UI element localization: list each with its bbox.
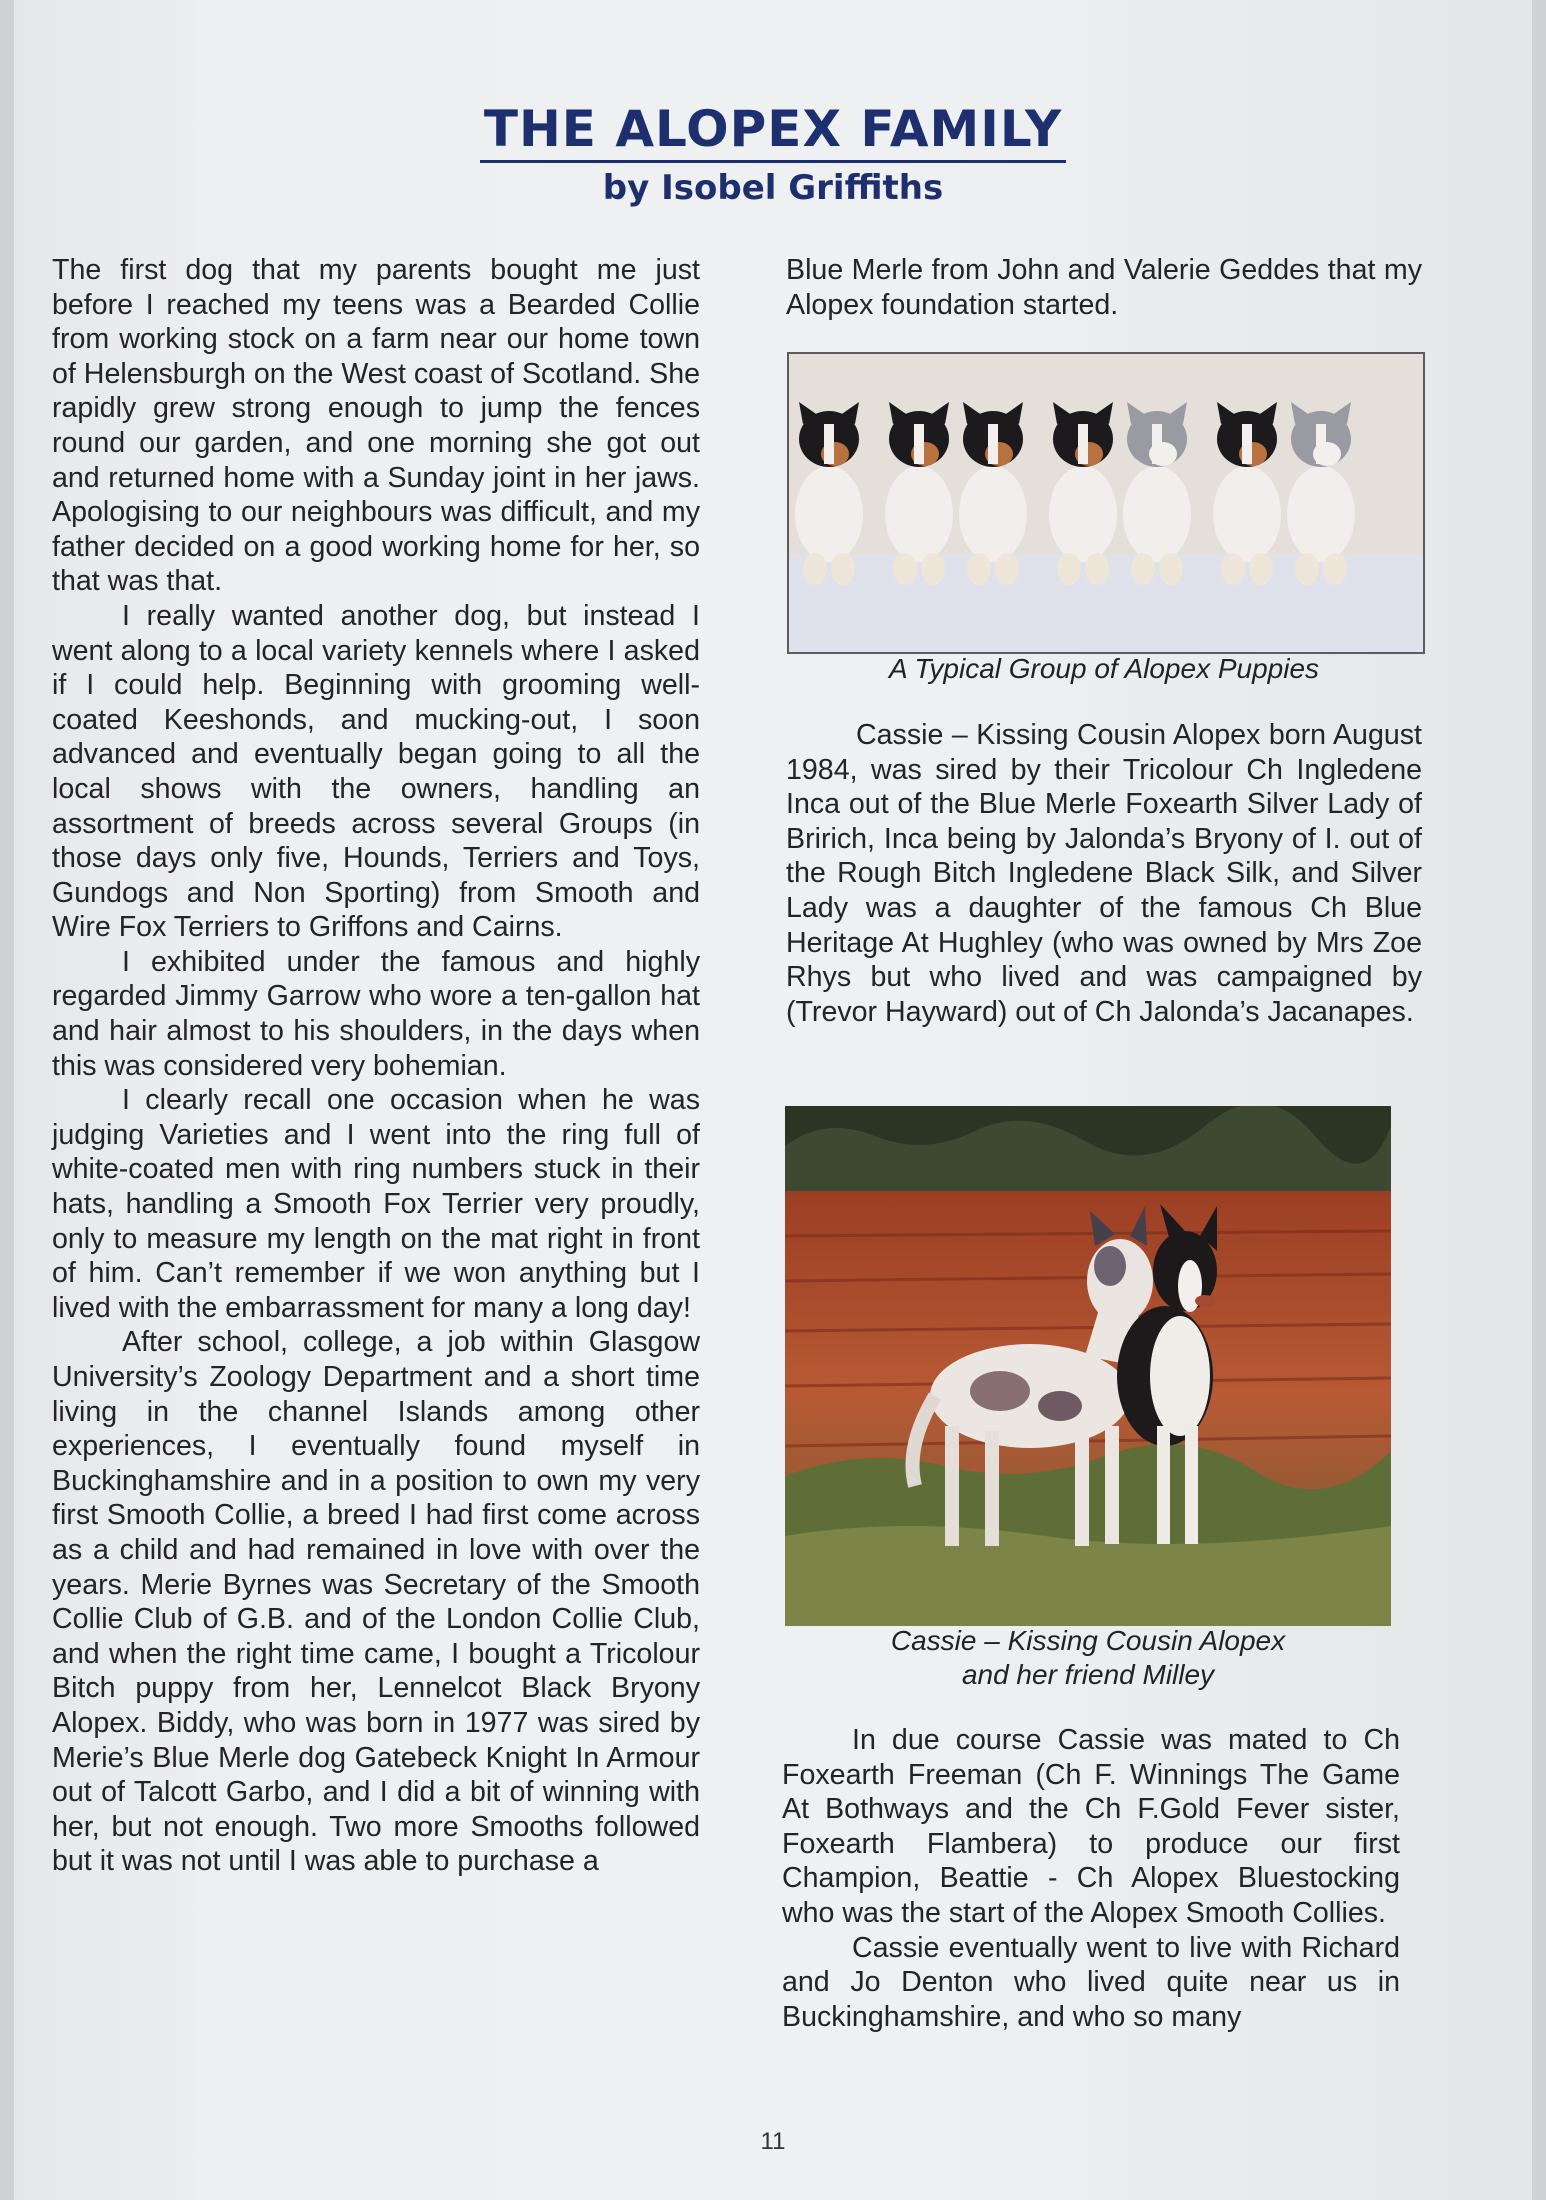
right-column-middle: [786, 718, 1422, 1029]
magazine-page: [14, 0, 1532, 2200]
puppies-illustration: [789, 354, 1423, 652]
collies-caption: [785, 1624, 1391, 1692]
paragraph: Cassie – Kissing Cousin Alopex born August 1984, was sired by their Tricolour Ch Ingledene Inca out of the Blue Merle Foxearth Silver Lady of Bririch, Inca being by Jalonda’s Bryony of I. out of the Rough Bitch Ingledene Black Silk, and Silver Lady was a daughter of the famous Ch Blue Heritage At Hughley (who was owned by Mrs Zoe Rhys but who lived and was campaigned by (Trevor Hayward) out of Ch Jalonda’s Jacanapes.: [786, 719, 1422, 1028]
puppies-photo: [787, 352, 1425, 654]
paragraph: I clearly recall one occasion when he was judging Varieties and I went into the ring full of white-coated men with ring numbers stuck in their hats, handling a Smooth Fox Terrier very proudly, only to measure my length on the mat right in front of him. Can’t remember if we won anything but I lived with the embarrassment for many a long day!: [52, 1084, 700, 1324]
collies-photo: [785, 1106, 1391, 1626]
paragraph: The first dog that my parents bought me just before I reached my teens was a Bearded Collie from working stock on a farm near our home town of Helensburgh on the West coast of Scotland. She rapidly grew strong enough to jump the fences round our garden, and one morning she got out and returned home with a Sunday joint in her jaws. Apologising to our neighbours was difficult, and my father decided on a good working home for her, so that was that.: [52, 254, 700, 598]
paragraph: I really wanted another dog, but instead I went along to a local variety kennels where I asked if I could help. Beginning with grooming well-coated Keeshonds, and mucking-out, I soon advanced and eventually began going to all the local shows with the owners, handling an assortment of breeds across several Groups (in those days only five, Hounds, Terriers and Toys, Gundogs and Non Sporting) from Smooth and Wire Fox Terriers to Griffons and Cairns.: [52, 599, 700, 944]
paragraph: Cassie eventually went to live with Richard and Jo Denton who lived quite near us in Buckinghamshire, and who so many: [782, 1931, 1400, 2033]
article-title: THE ALOPEX FAMILY: [14, 100, 1532, 158]
paragraph: Blue Merle from John and Valerie Geddes that my Alopex foundation started.: [786, 254, 1422, 321]
right-column-top: [786, 253, 1422, 322]
paragraph: After school, college, a job within Glasgow University’s Zoology Department and a short time living in the channel Islands among other experiences, I eventually found myself in Buckinghamshire and in a position to own my very first Smooth Collie, a breed I had first come across as a child and had remained in love with over the years. Merie Byrnes was Secretary of the Smooth Collie Club of G.B. and of the London Collie Club, and when the right time came, I bought a Tricolour Bitch puppy from her, Lennelcot Black Bryony Alopex. Biddy, who was born in 1977 was sired by Merie’s Blue Merle dog Gatebeck Knight In Armour out of Talcott Garbo, and I did a bit of winning with her, but not enough. Two more Smooths followed but it was not until I was able to purchase a: [52, 1326, 700, 1878]
right-column-bottom: [782, 1723, 1400, 2034]
paragraph: In due course Cassie was mated to Ch Foxearth Freeman (Ch F. Winnings The Game At Bothways and the Ch F.Gold Fever sister, Foxearth Flambera) to produce our first Champion, Beattie - Ch Alopex Bluestocking who was the start of the Alopex Smooth Collies.: [782, 1724, 1400, 1929]
collies-in-field-illustration: [785, 1106, 1391, 1626]
article-byline: by Isobel Griffiths: [602, 168, 944, 208]
page-number: 11: [760, 2128, 786, 2155]
caption-line: and her friend Milley: [961, 1659, 1215, 1690]
caption-line: Cassie – Kissing Cousin Alopex: [890, 1625, 1286, 1656]
puppies-caption: A Typical Group of Alopex Puppies: [888, 653, 1320, 684]
paragraph: I exhibited under the famous and highly regarded Jimmy Garrow who wore a ten-gallon hat and hair almost to his shoulders, in the days when this was considered very bohemian.: [52, 945, 700, 1082]
left-column: [52, 253, 700, 1879]
